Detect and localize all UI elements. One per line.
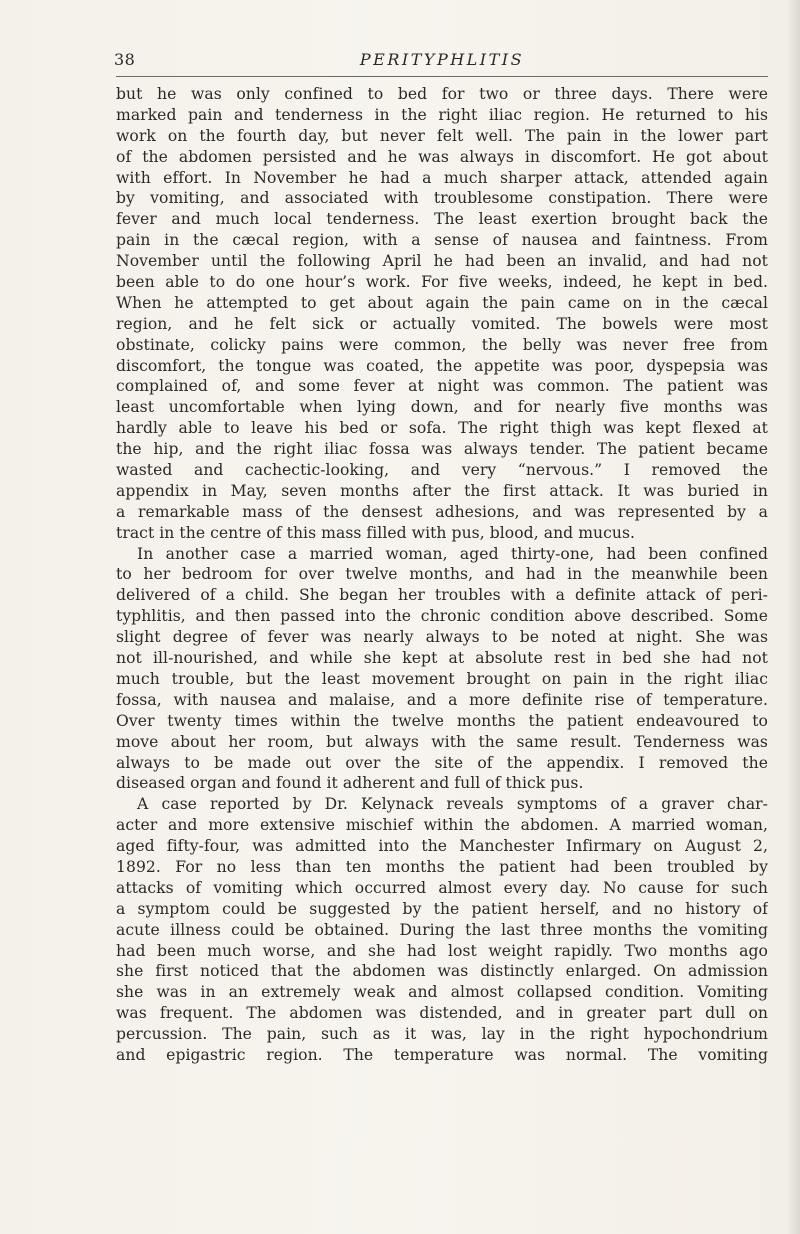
text-line: Over twenty times within the twelve months the patient endeavoured to [116,711,768,730]
text-line: but he was only confined to bed for two or three days. There were [116,85,768,103]
text-line: work on the fourth day, but never felt well. The pain in the lower part [116,126,768,145]
page-header [116,50,768,77]
text-line: When he attempted to get about again the pain came on in the cæcal [116,293,768,312]
text-line: complained of, and some fever at night was common. The patient was [116,377,768,396]
text-line: tract in the centre of this mass filled with pus, blood, and mucus. [116,523,636,542]
text-line: percussion. The pain, such as it was, lay in the right hypochondrium [116,1025,768,1044]
text-line: aged fifty-four, was admitted into the Manchester Infirmary on August 2, [116,837,768,856]
text-line: slight degree of fever was nearly always to be noted at night. She was [116,628,768,647]
text-line: was frequent. The abdomen was distended, and in greater part dull on [116,1004,768,1023]
text-line: attacks of vomiting which occurred almost every day. No cause for such [116,878,768,897]
text-line: to her bedroom for over twelve months, and had in the meanwhile been [116,565,768,584]
text-line: diseased organ and found it adherent and full of thick pus. [116,774,584,793]
text-line: been able to do one hour’s work. For five weeks, indeed, he kept in bed. [116,273,768,292]
body-text [116,84,768,1066]
text-line: had been much worse, and she had lost weight rapidly. Two months ago [116,941,768,960]
text-line: pain in the cæcal region, with a sense of nausea and faintness. From [116,231,768,250]
text-line: she was in an extremely weak and almost collapsed condition. Vomiting [116,983,768,1002]
text-line: acute illness could be obtained. During the last three months the vomiting [116,920,768,939]
paragraph-start: A case reported by Dr. Kelynack reveals symptoms of a graver char- [137,795,768,814]
text-line: by vomiting, and associated with troublesome constipation. There were [116,189,768,208]
text-line: much trouble, but the least movement brought on pain in the right iliac [116,669,768,688]
page-number: 38 [114,50,136,69]
text-line: typhlitis, and then passed into the chronic condition above described. Some [116,607,768,626]
running-head: PERITYPHLITIS [359,50,525,69]
page-edge-shadow [786,0,800,1234]
text-line: 1892. For no less than ten months the patient had been troubled by [116,857,768,876]
text-line: with effort. In November he had a much sharper attack, attended again [116,168,768,187]
text-line: wasted and cachectic-looking, and very “nervous.” I removed the [116,461,768,480]
text-line: fossa, with nausea and malaise, and a more definite rise of temperature. [116,690,768,709]
paragraph-start: In another case a married woman, aged thirty-one, had been confined [137,544,768,563]
text-line: fever and much local tenderness. The least exertion brought back the [116,210,768,229]
text-line: move about her room, but always with the same result. Tenderness was [116,732,768,751]
text-line: November until the following April he had been an invalid, and had not [116,252,768,271]
text-line: least uncomfortable when lying down, and for nearly five months was [116,398,768,417]
text-line: acter and more extensive mischief within the abdomen. A married woman, [116,816,768,835]
text-line: discomfort, the tongue was coated, the appetite was poor, dyspepsia was [116,356,768,375]
text-line: a symptom could be suggested by the patient herself, and no history of [116,899,768,918]
text-line: obstinate, colicky pains were common, the belly was never free from [116,335,768,354]
text-line: appendix in May, seven months after the first attack. It was buried in [116,481,768,500]
text-line: not ill-nourished, and while she kept at absolute rest in bed she had not [116,649,768,668]
text-line: marked pain and tenderness in the right iliac region. He returned to his [116,105,768,124]
text-line: she first noticed that the abdomen was distinctly enlarged. On admission [116,962,768,981]
text-line: region, and he felt sick or actually vomited. The bowels were most [116,314,768,333]
text-line: always to be made out over the site of the appendix. I removed the [116,753,768,772]
text-line: and epigastric region. The temperature was normal. The vomiting [116,1045,768,1064]
text-line: the hip, and the right iliac fossa was always tender. The patient became [116,440,768,459]
text-line: hardly able to leave his bed or sofa. The right thigh was kept flexed at [116,419,768,438]
text-line: delivered of a child. She began her troubles with a definite attack of peri- [116,586,768,605]
text-line: a remarkable mass of the densest adhesions, and was represented by a [116,502,768,521]
text-line: of the abdomen persisted and he was always in discomfort. He got about [116,147,768,166]
